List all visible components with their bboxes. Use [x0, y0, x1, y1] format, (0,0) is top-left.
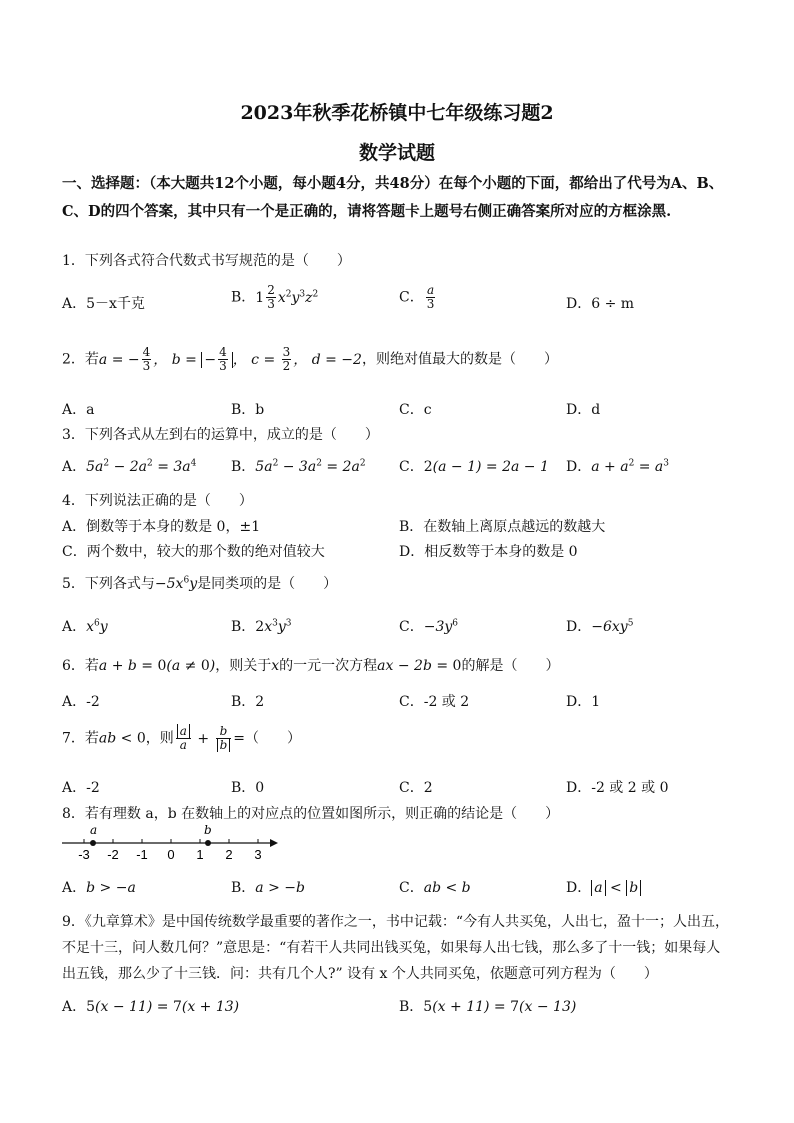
number-line-tick-label: 0	[167, 847, 175, 862]
q8-option-d: D． a < b	[566, 877, 641, 897]
q8-option-c: C．ab < b	[399, 880, 471, 896]
number-line-tick-label: -1	[136, 847, 148, 862]
q6-option-d: D．1	[566, 694, 601, 710]
q3-option-c: C．2(a − 1) = 2a − 1	[399, 459, 549, 475]
question-4: 4．下列说法正确的是（ ）	[62, 493, 253, 509]
q5-option-d: D．$-6xy^5$	[566, 618, 634, 635]
q5-option-a: A．$x^6y$	[62, 618, 108, 635]
question-8: 8．若有理数 a，b 在数轴上的对应点的位置如图所示，则正确的结论是（ ）	[62, 806, 560, 822]
q6-option-b: B．2	[231, 694, 265, 710]
q1-option-c: C． $\frac{a}{3}$	[399, 283, 435, 311]
question-2: 2．若a = − $\frac{4}{3}$ ， b = − $\frac{4}{3}$ ， c = $\frac{3}{2}$ ， d = −2，则绝对值最大的数是（ ）	[62, 345, 558, 373]
question-5: 5．下列各式与$-5x^6y$是同类项的是（ ）	[62, 575, 338, 592]
document-title: 2023年秋季花桥镇中七年级练习题2	[240, 102, 554, 124]
q4-option-c: C．两个数中，较大的那个数的绝对值较大	[62, 544, 325, 560]
q8-option-a: A．b > −a	[62, 880, 136, 896]
point-a-marker	[90, 840, 96, 846]
number-line-tick-label: -3	[78, 847, 90, 862]
q6-option-c: C．-2 或 2	[399, 694, 470, 710]
q2-option-c: C．c	[399, 402, 432, 418]
q4-option-a: A．倒数等于本身的数是 0，±1	[62, 519, 261, 535]
point-b-label: b	[204, 823, 212, 837]
q4-option-b: B．在数轴上离原点越远的数越大	[399, 519, 606, 535]
q9-option-a: A．5(x − 11) = 7(x + 13)	[62, 999, 240, 1015]
q9-option-b: B．5(x + 11) = 7(x − 13)	[399, 999, 577, 1015]
q1-option-d: D．6 ÷ m	[566, 296, 635, 312]
q5-option-c: C．$-3y^6$	[399, 618, 458, 635]
q2-option-d: D．d	[566, 402, 601, 418]
q8-option-b: B．a > −b	[231, 880, 305, 896]
q5-option-b: B．$2x^3y^3$	[231, 618, 292, 635]
question-7: 7．若ab < 0，则 $\frac{a}{a}$ + $\frac{b}{b}$ =（ ）	[62, 724, 302, 752]
question-6: 6．若a + b = 0(a ≠ 0)，则关于x的一元一次方程ax − 2b = 0的解是（ ）	[62, 658, 560, 674]
question-9-line-2: 不足十三，问人数几何？”意思是：“有若干人共同出钱买兔，如果每人出七钱，那么多了十一钱；如果每人	[62, 940, 721, 956]
number-line-tick-label: -2	[107, 847, 119, 862]
q7-option-c: C．2	[399, 780, 433, 796]
q6-option-a: A．-2	[62, 694, 100, 710]
number-line-tick-label: 2	[225, 847, 233, 862]
document-subtitle: 数学试题	[358, 142, 435, 164]
q3-option-a: A．$5a^2 - 2a^2 = 3a^4$	[62, 458, 197, 475]
number-line-tick-label: 3	[254, 847, 262, 862]
section-heading: 一、选择题：（本大题共12个小题，每小题4分，共48分）在每个小题的下面，都给出了代号为A、B、C、D的四个答案，其中只有一个是正确的，请将答题卡上题号右侧正确答案所对应的方框涂黑.	[62, 175, 724, 220]
point-a-label: a	[90, 823, 98, 837]
q2-option-b: B．b	[231, 402, 265, 418]
question-9-line-3: 出五钱，那么少了十三钱．问：共有几个人?” 设有 x 个人共同买兔，依题意可列方程为（ ）	[62, 966, 658, 982]
q4-option-d: D．相反数等于本身的数是 0	[399, 544, 578, 560]
q3-option-d: D．$a + a^2 = a^3$	[566, 458, 670, 475]
question-9-line-1: 9．《九章算术》是中国传统数学最重要的著作之一，书中记载：“今有人共买兔，人出七，盈十一；人出五，	[62, 914, 730, 930]
q7-option-a: A．-2	[62, 780, 100, 796]
q1-option-a: A．5－x千克	[62, 296, 145, 312]
number-line-arrow	[270, 839, 278, 847]
number-line-tick-label: 1	[196, 847, 204, 862]
number-line-figure	[62, 823, 282, 865]
point-b-marker	[205, 840, 211, 846]
q1-option-b: B．1 $\frac{2}{3}$ $x^2y^3z^2$	[231, 283, 319, 311]
question-3: 3．下列各式从左到右的运算中，成立的是（ ）	[62, 427, 379, 443]
q2-option-a: A．a	[62, 402, 95, 418]
q7-option-d: D．-2 或 2 或 0	[566, 780, 669, 796]
q3-option-b: B．$5a^2 - 3a^2 = 2a^2$	[231, 458, 366, 475]
q7-option-b: B．0	[231, 780, 265, 796]
question-1: 1．下列各式符合代数式书写规范的是（ ）	[62, 253, 351, 269]
